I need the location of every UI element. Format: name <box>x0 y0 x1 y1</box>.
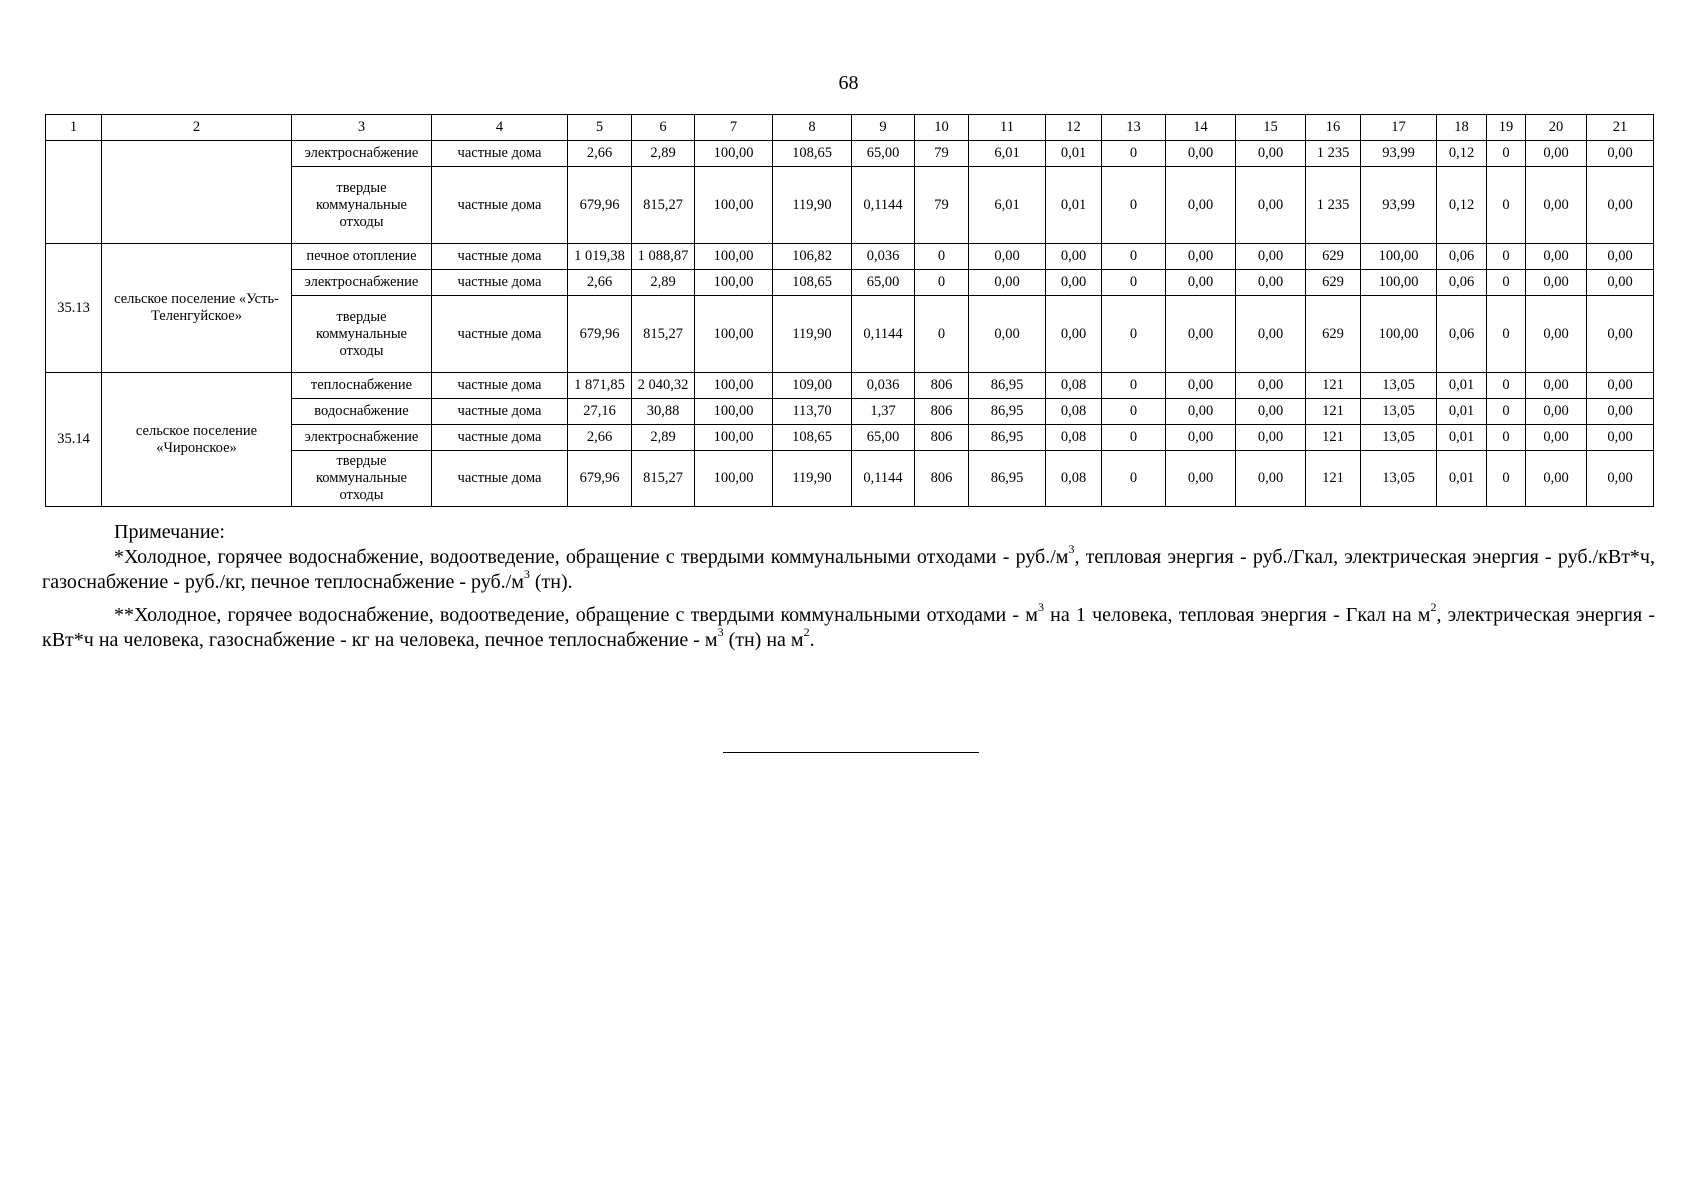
value-cell: 0,00 <box>1587 141 1654 167</box>
column-number-header: 10 <box>915 115 969 141</box>
service-type-cell: электроснабжение <box>292 425 432 451</box>
value-cell: 0,00 <box>1587 244 1654 270</box>
value-cell: 0,00 <box>1526 141 1587 167</box>
settlement-cell: сельское поселение «Усть-Теленгуйское» <box>102 244 292 373</box>
value-cell: 2,89 <box>632 141 695 167</box>
value-cell: 0,06 <box>1437 296 1487 373</box>
housing-type-cell: частные дома <box>432 425 568 451</box>
value-cell: 0,00 <box>969 270 1046 296</box>
value-cell: 0,00 <box>1236 141 1306 167</box>
value-cell: 79 <box>915 141 969 167</box>
value-cell: 0,00 <box>1236 167 1306 244</box>
value-cell: 0,08 <box>1046 425 1102 451</box>
value-cell: 0,08 <box>1046 399 1102 425</box>
value-cell: 0,00 <box>1526 244 1587 270</box>
value-cell: 0,00 <box>1526 451 1587 507</box>
value-cell: 93,99 <box>1361 167 1437 244</box>
value-cell: 100,00 <box>1361 244 1437 270</box>
note-tariff-units-part: (тн). <box>529 571 573 593</box>
value-cell: 121 <box>1306 425 1361 451</box>
value-cell: 0 <box>1487 167 1526 244</box>
service-type-cell: электроснабжение <box>292 141 432 167</box>
value-cell: 0,00 <box>1587 373 1654 399</box>
value-cell: 100,00 <box>695 167 773 244</box>
value-cell: 1 019,38 <box>568 244 632 270</box>
value-cell: 113,70 <box>773 399 852 425</box>
value-cell: 2,89 <box>632 270 695 296</box>
service-type-cell: электроснабжение <box>292 270 432 296</box>
superscript: 2 <box>803 625 810 639</box>
column-number-header: 20 <box>1526 115 1587 141</box>
column-number-header: 19 <box>1487 115 1526 141</box>
column-number-header-row <box>46 115 1654 141</box>
housing-type-cell: частные дома <box>432 141 568 167</box>
value-cell: 119,90 <box>773 296 852 373</box>
value-cell: 2 040,32 <box>632 373 695 399</box>
value-cell: 93,99 <box>1361 141 1437 167</box>
value-cell: 0 <box>915 270 969 296</box>
column-number-header: 5 <box>568 115 632 141</box>
tariff-table <box>45 114 1654 507</box>
value-cell: 0 <box>1102 373 1166 399</box>
value-cell: 0 <box>1102 270 1166 296</box>
value-cell: 6,01 <box>969 167 1046 244</box>
service-type-cell: твердые коммунальные отходы <box>292 451 432 507</box>
value-cell: 0,036 <box>852 373 915 399</box>
value-cell: 2,66 <box>568 141 632 167</box>
value-cell: 815,27 <box>632 167 695 244</box>
note-consumption-units-part: **Холодное, горячее водоснабжение, водоотведение, обращение с твердыми коммунальными отходами - м <box>114 604 1038 626</box>
value-cell: 0,00 <box>1166 425 1236 451</box>
value-cell: 0,00 <box>1166 451 1236 507</box>
value-cell: 119,90 <box>773 451 852 507</box>
value-cell: 100,00 <box>695 425 773 451</box>
value-cell: 100,00 <box>695 244 773 270</box>
column-number-header: 16 <box>1306 115 1361 141</box>
value-cell: 100,00 <box>695 296 773 373</box>
settlement-cell: сельское поселение «Чиронское» <box>102 373 292 507</box>
value-cell: 0,00 <box>1526 167 1587 244</box>
value-cell: 86,95 <box>969 425 1046 451</box>
value-cell: 629 <box>1306 244 1361 270</box>
value-cell: 0,00 <box>1236 244 1306 270</box>
value-cell: 0,00 <box>1046 244 1102 270</box>
note-consumption-units-part: , электрическая энергия - кВт*ч на человека, газоснабжение - кг на человека, печное теплоснабжение - м <box>42 604 1655 651</box>
row-code-cell: 35.14 <box>46 373 102 507</box>
value-cell: 100,00 <box>695 373 773 399</box>
value-cell: 0,00 <box>1236 270 1306 296</box>
value-cell: 0 <box>915 296 969 373</box>
value-cell: 100,00 <box>1361 270 1437 296</box>
housing-type-cell: частные дома <box>432 373 568 399</box>
column-number-header: 8 <box>773 115 852 141</box>
housing-type-cell: частные дома <box>432 451 568 507</box>
column-number-header: 3 <box>292 115 432 141</box>
value-cell: 0,01 <box>1437 373 1487 399</box>
superscript: 2 <box>1430 600 1437 614</box>
value-cell: 1 871,85 <box>568 373 632 399</box>
value-cell: 0,00 <box>1526 270 1587 296</box>
value-cell: 0,00 <box>1587 425 1654 451</box>
value-cell: 0,00 <box>1587 167 1654 244</box>
column-number-header: 13 <box>1102 115 1166 141</box>
value-cell: 121 <box>1306 451 1361 507</box>
value-cell: 65,00 <box>852 141 915 167</box>
superscript: 3 <box>523 567 530 581</box>
value-cell: 106,82 <box>773 244 852 270</box>
value-cell: 0 <box>1102 425 1166 451</box>
service-type-cell: твердые коммунальные отходы <box>292 296 432 373</box>
value-cell: 0 <box>1487 399 1526 425</box>
service-type-cell: твердые коммунальные отходы <box>292 167 432 244</box>
value-cell: 0,00 <box>1166 373 1236 399</box>
notes-section <box>42 520 1655 653</box>
value-cell: 0 <box>1102 141 1166 167</box>
value-cell: 0,00 <box>1587 270 1654 296</box>
value-cell: 13,05 <box>1361 451 1437 507</box>
value-cell: 815,27 <box>632 296 695 373</box>
value-cell: 30,88 <box>632 399 695 425</box>
column-number-header: 6 <box>632 115 695 141</box>
value-cell: 0,00 <box>1046 270 1102 296</box>
value-cell: 0,06 <box>1437 270 1487 296</box>
value-cell: 806 <box>915 399 969 425</box>
table-row <box>46 244 1654 270</box>
table-row <box>46 141 1654 167</box>
value-cell: 0,1144 <box>852 167 915 244</box>
value-cell: 121 <box>1306 399 1361 425</box>
note-consumption-units-part: на 1 человека, тепловая энергия - Гкал на м <box>1043 604 1431 626</box>
housing-type-cell: частные дома <box>432 270 568 296</box>
value-cell: 2,66 <box>568 270 632 296</box>
column-number-header: 1 <box>46 115 102 141</box>
value-cell: 13,05 <box>1361 373 1437 399</box>
value-cell: 86,95 <box>969 399 1046 425</box>
notes-title: Примечание: <box>114 521 225 543</box>
value-cell: 65,00 <box>852 425 915 451</box>
value-cell: 86,95 <box>969 451 1046 507</box>
value-cell: 0,01 <box>1437 399 1487 425</box>
value-cell: 108,65 <box>773 270 852 296</box>
tariff-table-body <box>46 115 1654 507</box>
value-cell: 0 <box>1487 425 1526 451</box>
column-number-header: 9 <box>852 115 915 141</box>
value-cell: 0,01 <box>1046 141 1102 167</box>
value-cell: 0 <box>1487 270 1526 296</box>
value-cell: 806 <box>915 451 969 507</box>
value-cell: 629 <box>1306 270 1361 296</box>
value-cell: 0,036 <box>852 244 915 270</box>
value-cell: 629 <box>1306 296 1361 373</box>
value-cell: 0,01 <box>1437 425 1487 451</box>
row-code-cell <box>46 141 102 244</box>
value-cell: 0 <box>915 244 969 270</box>
note-consumption-units-part: (тн) на м <box>723 629 804 651</box>
column-number-header: 14 <box>1166 115 1236 141</box>
superscript: 3 <box>1037 600 1044 614</box>
column-number-header: 4 <box>432 115 568 141</box>
value-cell: 1,37 <box>852 399 915 425</box>
service-type-cell: теплоснабжение <box>292 373 432 399</box>
housing-type-cell: частные дома <box>432 399 568 425</box>
superscript: 3 <box>717 625 724 639</box>
value-cell: 0,00 <box>1166 399 1236 425</box>
value-cell: 2,89 <box>632 425 695 451</box>
value-cell: 0,08 <box>1046 451 1102 507</box>
value-cell: 0 <box>1487 141 1526 167</box>
value-cell: 0,12 <box>1437 141 1487 167</box>
value-cell: 27,16 <box>568 399 632 425</box>
column-number-header: 21 <box>1587 115 1654 141</box>
value-cell: 0 <box>1487 244 1526 270</box>
value-cell: 0,1144 <box>852 451 915 507</box>
value-cell: 109,00 <box>773 373 852 399</box>
service-type-cell: печное отопление <box>292 244 432 270</box>
value-cell: 0,00 <box>969 296 1046 373</box>
value-cell: 0,00 <box>1236 373 1306 399</box>
value-cell: 0 <box>1102 296 1166 373</box>
value-cell: 0,00 <box>1166 296 1236 373</box>
value-cell: 0 <box>1102 451 1166 507</box>
value-cell: 100,00 <box>695 399 773 425</box>
value-cell: 0,00 <box>1236 296 1306 373</box>
value-cell: 1 088,87 <box>632 244 695 270</box>
value-cell: 0,00 <box>1236 399 1306 425</box>
note-tariff-units <box>42 542 1655 595</box>
value-cell: 79 <box>915 167 969 244</box>
value-cell: 0,00 <box>1166 244 1236 270</box>
value-cell: 0,00 <box>1587 451 1654 507</box>
value-cell: 806 <box>915 425 969 451</box>
table-row <box>46 373 1654 399</box>
value-cell: 86,95 <box>969 373 1046 399</box>
value-cell: 65,00 <box>852 270 915 296</box>
value-cell: 0,00 <box>1046 296 1102 373</box>
value-cell: 0 <box>1487 296 1526 373</box>
row-code-cell: 35.13 <box>46 244 102 373</box>
value-cell: 0,00 <box>1166 141 1236 167</box>
value-cell: 108,65 <box>773 141 852 167</box>
value-cell: 0,00 <box>1236 425 1306 451</box>
note-tariff-units-part: *Холодное, горячее водоснабжение, водоотведение, обращение с твердыми коммунальными отходами - руб./м <box>114 546 1069 568</box>
column-number-header: 7 <box>695 115 773 141</box>
note-consumption-units-part: . <box>809 629 815 651</box>
value-cell: 0,00 <box>1526 399 1587 425</box>
value-cell: 0,00 <box>1587 399 1654 425</box>
value-cell: 0,01 <box>1437 451 1487 507</box>
note-consumption-units <box>42 600 1655 653</box>
value-cell: 679,96 <box>568 167 632 244</box>
value-cell: 0,12 <box>1437 167 1487 244</box>
value-cell: 100,00 <box>695 451 773 507</box>
value-cell: 1 235 <box>1306 167 1361 244</box>
settlement-cell <box>102 141 292 244</box>
value-cell: 13,05 <box>1361 399 1437 425</box>
housing-type-cell: частные дома <box>432 296 568 373</box>
column-number-header: 12 <box>1046 115 1102 141</box>
value-cell: 679,96 <box>568 296 632 373</box>
value-cell: 0,00 <box>1526 425 1587 451</box>
value-cell: 806 <box>915 373 969 399</box>
value-cell: 0,00 <box>1587 296 1654 373</box>
column-number-header: 2 <box>102 115 292 141</box>
service-type-cell: водоснабжение <box>292 399 432 425</box>
value-cell: 119,90 <box>773 167 852 244</box>
value-cell: 0 <box>1102 167 1166 244</box>
note-tariff-units-part: , тепловая энергия - руб./Гкал, электрическая энергия - руб./кВт*ч, газоснабжение - руб./кг, печное теплоснабжение - руб./м <box>42 546 1655 593</box>
column-number-header: 15 <box>1236 115 1306 141</box>
value-cell: 0,00 <box>1166 167 1236 244</box>
end-separator-line <box>723 752 979 753</box>
value-cell: 13,05 <box>1361 425 1437 451</box>
value-cell: 0,01 <box>1046 167 1102 244</box>
column-number-header: 18 <box>1437 115 1487 141</box>
housing-type-cell: частные дома <box>432 244 568 270</box>
value-cell: 0,06 <box>1437 244 1487 270</box>
value-cell: 0 <box>1102 244 1166 270</box>
value-cell: 100,00 <box>695 270 773 296</box>
value-cell: 0,00 <box>1526 373 1587 399</box>
value-cell: 815,27 <box>632 451 695 507</box>
value-cell: 0,08 <box>1046 373 1102 399</box>
value-cell: 0 <box>1487 451 1526 507</box>
tariff-table-container <box>45 114 1653 507</box>
value-cell: 0,00 <box>969 244 1046 270</box>
value-cell: 6,01 <box>969 141 1046 167</box>
value-cell: 0,00 <box>1236 451 1306 507</box>
value-cell: 0 <box>1102 399 1166 425</box>
value-cell: 679,96 <box>568 451 632 507</box>
column-number-header: 11 <box>969 115 1046 141</box>
page-number: 68 <box>838 72 859 94</box>
value-cell: 100,00 <box>695 141 773 167</box>
value-cell: 0,00 <box>1526 296 1587 373</box>
value-cell: 0,1144 <box>852 296 915 373</box>
value-cell: 0,00 <box>1166 270 1236 296</box>
column-number-header: 17 <box>1361 115 1437 141</box>
value-cell: 100,00 <box>1361 296 1437 373</box>
value-cell: 1 235 <box>1306 141 1361 167</box>
superscript: 3 <box>1068 542 1075 556</box>
value-cell: 121 <box>1306 373 1361 399</box>
value-cell: 108,65 <box>773 425 852 451</box>
value-cell: 2,66 <box>568 425 632 451</box>
housing-type-cell: частные дома <box>432 167 568 244</box>
value-cell: 0 <box>1487 373 1526 399</box>
